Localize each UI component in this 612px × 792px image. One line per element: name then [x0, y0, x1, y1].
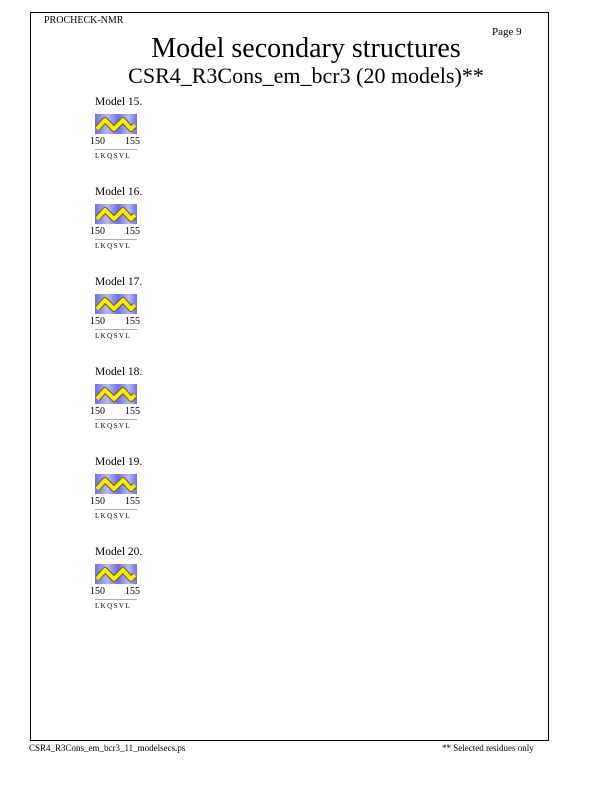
program-name: PROCHECK-NMR: [44, 15, 124, 26]
model-label: Model 16.: [95, 186, 143, 198]
residue-start-number: 150: [90, 136, 105, 147]
model-label: Model 19.: [95, 456, 143, 468]
residue-start-number: 150: [90, 586, 105, 597]
model-block: [90, 186, 215, 276]
secondary-structure-strip: [95, 204, 137, 224]
secondary-structure-strip: [95, 474, 137, 494]
secondary-structure-strip: [95, 384, 137, 404]
sequence-rule: [95, 419, 137, 420]
helix-strip-svg: [95, 384, 137, 404]
secondary-structure-strip: [95, 114, 137, 134]
page-subtitle: CSR4_R3Cons_em_bcr3 (20 models)**: [128, 63, 484, 88]
residue-sequence: LKQSVL: [95, 602, 132, 610]
model-label: Model 18.: [95, 366, 143, 378]
helix-strip-svg: [95, 564, 137, 584]
residue-end-number: 155: [125, 586, 140, 597]
residue-sequence: LKQSVL: [95, 512, 132, 520]
residue-start-number: 150: [90, 316, 105, 327]
sequence-rule: [95, 239, 137, 240]
page-title: Model secondary structures: [151, 33, 461, 64]
sequence-rule: [95, 599, 137, 600]
sequence-rule: [95, 509, 137, 510]
residue-sequence: LKQSVL: [95, 422, 132, 430]
residue-sequence: LKQSVL: [95, 242, 132, 250]
footer-note: ** Selected residues only: [442, 743, 534, 753]
residue-sequence: LKQSVL: [95, 332, 132, 340]
secondary-structure-strip: [95, 564, 137, 584]
page-number: Page 9: [492, 26, 522, 38]
model-block: [90, 546, 215, 636]
residue-end-number: 155: [125, 316, 140, 327]
residue-end-number: 155: [125, 226, 140, 237]
model-label: Model 17.: [95, 276, 143, 288]
model-block: [90, 276, 215, 366]
model-label: Model 20.: [95, 546, 143, 558]
footer-filename: CSR4_R3Cons_em_bcr3_11_modelsecs.ps: [29, 743, 186, 753]
residue-start-number: 150: [90, 406, 105, 417]
secondary-structure-strip: [95, 294, 137, 314]
model-block: [90, 366, 215, 456]
model-label: Model 15.: [95, 96, 143, 108]
residue-end-number: 155: [125, 406, 140, 417]
helix-strip-svg: [95, 204, 137, 224]
residue-end-number: 155: [125, 136, 140, 147]
model-block: [90, 456, 215, 546]
sequence-rule: [95, 149, 137, 150]
residue-start-number: 150: [90, 226, 105, 237]
residue-start-number: 150: [90, 496, 105, 507]
helix-strip-svg: [95, 294, 137, 314]
sequence-rule: [95, 329, 137, 330]
helix-strip-svg: [95, 474, 137, 494]
residue-end-number: 155: [125, 496, 140, 507]
helix-strip-svg: [95, 114, 137, 134]
model-block: [90, 96, 215, 186]
residue-sequence: LKQSVL: [95, 152, 132, 160]
